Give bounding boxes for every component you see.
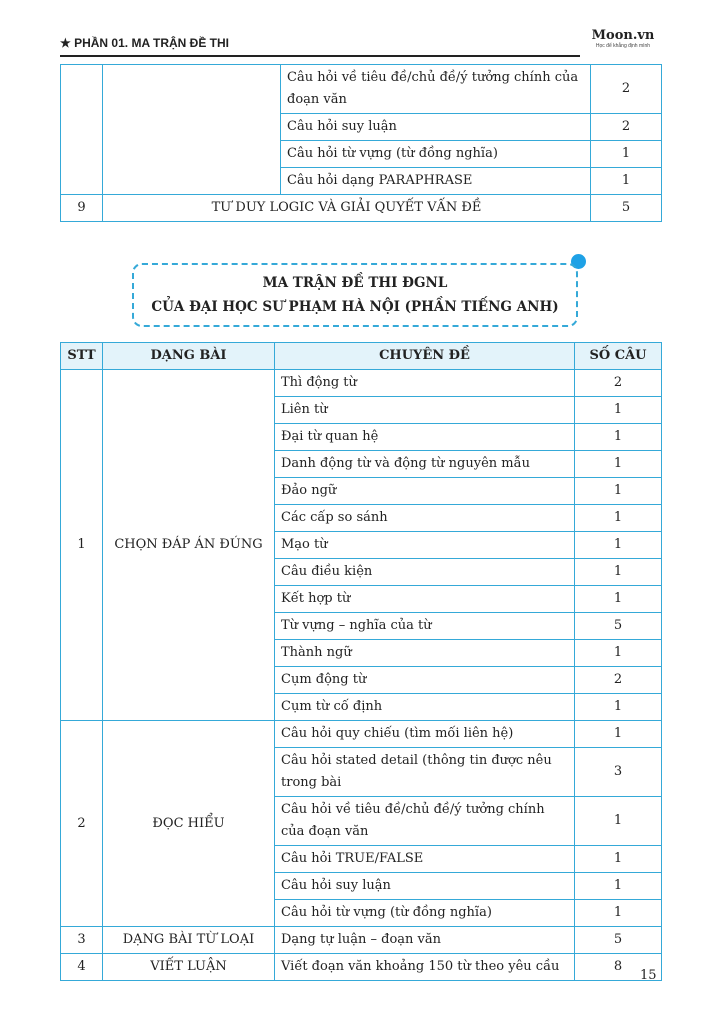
- type-cell: CHỌN ĐÁP ÁN ĐÚNG: [103, 370, 275, 721]
- title-line-2: CỦA ĐẠI HỌC SƯ PHẠM HÀ NỘI (PHẦN TIẾNG ANH): [151, 299, 559, 315]
- count-cell: 1: [575, 559, 662, 586]
- count-cell: 1: [575, 797, 662, 846]
- count-cell: 5: [575, 613, 662, 640]
- table-row: [61, 721, 662, 748]
- count-cell: 1: [575, 694, 662, 721]
- count-cell: 1: [575, 397, 662, 424]
- matrix-table: [60, 342, 662, 981]
- count-cell: 1: [591, 168, 662, 195]
- topic-cell: Câu điều kiện: [275, 559, 575, 586]
- type-cell: TƯ DUY LOGIC VÀ GIẢI QUYẾT VẤN ĐỀ: [103, 195, 591, 222]
- topic-cell: Kết hợp từ: [275, 586, 575, 613]
- table-row: [61, 65, 662, 114]
- stt-cell: 3: [61, 927, 103, 954]
- count-cell: 3: [575, 748, 662, 797]
- stt-cell: 4: [61, 954, 103, 981]
- topic-cell: Câu hỏi về tiêu đề/chủ đề/ý tưởng chính của đoạn văn: [281, 65, 591, 114]
- header-stt: STT: [61, 343, 103, 370]
- title-box: [132, 263, 578, 327]
- table-row: [61, 927, 662, 954]
- topic-cell: Câu hỏi suy luận: [275, 873, 575, 900]
- stt-cell: 9: [61, 195, 103, 222]
- topic-cell: Đảo ngữ: [275, 478, 575, 505]
- topic-cell: Các cấp so sánh: [275, 505, 575, 532]
- stt-cell: 1: [61, 370, 103, 721]
- count-cell: 1: [575, 505, 662, 532]
- title-line-1: MA TRẬN ĐỀ THI ĐGNL: [262, 275, 448, 291]
- count-cell: 1: [575, 478, 662, 505]
- header-divider: [60, 55, 580, 57]
- topic-cell: Câu hỏi dạng PARAPHRASE: [281, 168, 591, 195]
- count-cell: 8: [575, 954, 662, 981]
- header-row: [61, 343, 662, 370]
- topic-cell: Viết đoạn văn khoảng 150 từ theo yêu cầu: [275, 954, 575, 981]
- count-cell: 2: [591, 65, 662, 114]
- topic-cell: Câu hỏi TRUE/FALSE: [275, 846, 575, 873]
- topic-cell: Dạng tự luận – đoạn văn: [275, 927, 575, 954]
- topic-cell: Cụm động từ: [275, 667, 575, 694]
- topic-cell: Câu hỏi từ vựng (từ đồng nghĩa): [281, 141, 591, 168]
- page-number: 15: [640, 968, 657, 983]
- logo-tagline: Học để khẳng định mình: [595, 43, 651, 49]
- topic-cell: Câu hỏi suy luận: [281, 114, 591, 141]
- count-cell: 1: [575, 640, 662, 667]
- header-topic: CHUYÊN ĐỀ: [275, 343, 575, 370]
- count-cell: 1: [575, 532, 662, 559]
- topic-cell: Thành ngữ: [275, 640, 575, 667]
- type-cell: ĐỌC HIỂU: [103, 721, 275, 927]
- count-cell: 2: [575, 370, 662, 397]
- count-cell: 5: [591, 195, 662, 222]
- table-row: [61, 195, 662, 222]
- topic-cell: Liên từ: [275, 397, 575, 424]
- topic-cell: Đại từ quan hệ: [275, 424, 575, 451]
- topic-cell: Danh động từ và động từ nguyên mẫu: [275, 451, 575, 478]
- count-cell: 1: [575, 586, 662, 613]
- topic-cell: Thì động từ: [275, 370, 575, 397]
- top-table: [60, 64, 662, 222]
- topic-cell: Từ vựng – nghĩa của từ: [275, 613, 575, 640]
- topic-cell: Câu hỏi stated detail (thông tin được nêu trong bài: [275, 748, 575, 797]
- count-cell: 2: [575, 667, 662, 694]
- header-type: DẠNG BÀI: [103, 343, 275, 370]
- count-cell: 2: [591, 114, 662, 141]
- count-cell: 1: [575, 873, 662, 900]
- type-cell: DẠNG BÀI TỪ LOẠI: [103, 927, 275, 954]
- stt-cell: 2: [61, 721, 103, 927]
- header-count: SỐ CÂU: [575, 343, 662, 370]
- topic-cell: Câu hỏi quy chiếu (tìm mối liên hệ): [275, 721, 575, 748]
- table-row: [61, 370, 662, 397]
- topic-cell: Câu hỏi về tiêu đề/chủ đề/ý tưởng chính của đoạn văn: [275, 797, 575, 846]
- section-header: ★ PHẦN 01. MA TRẬN ĐỀ THI: [60, 36, 229, 50]
- table-row: [61, 954, 662, 981]
- count-cell: 1: [575, 424, 662, 451]
- topic-cell: Mạo từ: [275, 532, 575, 559]
- topic-cell: Cụm từ cố định: [275, 694, 575, 721]
- count-cell: 1: [575, 451, 662, 478]
- count-cell: 1: [575, 721, 662, 748]
- count-cell: 5: [575, 927, 662, 954]
- topic-cell: Câu hỏi từ vựng (từ đồng nghĩa): [275, 900, 575, 927]
- count-cell: 1: [575, 900, 662, 927]
- moon-logo: [584, 28, 662, 49]
- type-cell: VIẾT LUẬN: [103, 954, 275, 981]
- logo-text: Moon.vn: [591, 28, 655, 43]
- count-cell: 1: [591, 141, 662, 168]
- count-cell: 1: [575, 846, 662, 873]
